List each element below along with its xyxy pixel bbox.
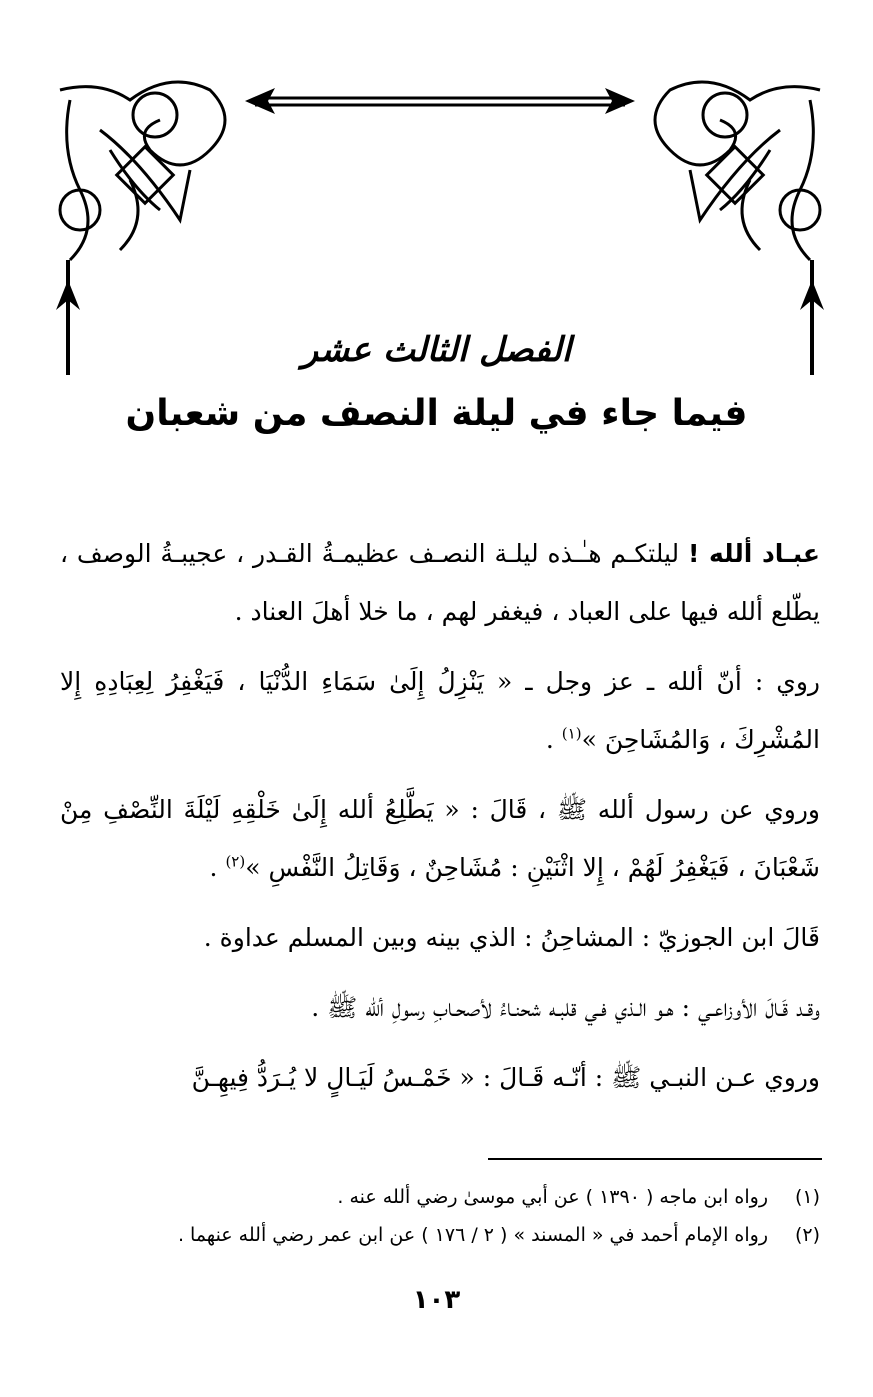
paragraph-tail: . xyxy=(545,725,562,754)
footnote-number: (١) xyxy=(794,1186,820,1208)
footnote-ref: (١) xyxy=(561,724,582,743)
paragraph xyxy=(60,653,820,769)
paragraph xyxy=(60,909,820,967)
paragraph-tail: . xyxy=(209,853,226,882)
chapter-label: الفصل الثالث عشر xyxy=(301,330,572,370)
footnote-number: (٢) xyxy=(794,1224,820,1246)
footnote xyxy=(60,1216,820,1254)
paragraph xyxy=(60,525,820,641)
paragraph xyxy=(60,781,820,897)
paragraph-text: وقـد قَـالَ الأوزاعـي : هـو الـذي فـي قلبـه شحنـاءُ لأصحـابِ رسولِ ألله ﷺ . xyxy=(311,993,820,1022)
footnote-ref: (٢) xyxy=(225,852,246,871)
footnote-divider xyxy=(488,1158,822,1160)
paragraph-lead: عبـاد ألله ! xyxy=(688,539,820,568)
footnotes xyxy=(60,1178,820,1254)
body-text xyxy=(60,525,820,1119)
footnote-text: رواه الإمام أحمد في « المسند » ( ٢ / ١٧٦ ) عن ابن عمر رضي ألله عنهما . xyxy=(177,1224,768,1246)
paragraph xyxy=(60,979,820,1037)
footnote-text: رواه ابن ماجه ( ١٣٩٠ ) عن أبي موسىٰ رضي ألله عنه . xyxy=(337,1186,768,1208)
paragraph-text: ليلتكـم هـٰـذه ليلـة النصـف عظيمـةُ القـدر ، عجيبـةُ الوصف ، يطّلع ألله فيها على العباد ، فيغفر لهم ، ما خلا أهلَ العناد . xyxy=(60,539,820,626)
paragraph-text: وروي عن رسول ألله ﷺ ، قَالَ : « يَطَّلِعُ ألله إِلَىٰ خَلْقِهِ لَيْلَةَ النِّصْفِ مِنْ شَعْبَانَ ، فَيَغْفِرُ لَهُمْ ، إِلا اثْنَيْنِ : مُشَاحِنٌ ، وَقَاتِلُ النَّفْسِ » xyxy=(60,795,820,882)
paragraph-text: قَالَ ابن الجوزيّ : المشاحِنُ : الذي بينه وبين المسلم عداوة . xyxy=(203,923,820,952)
paragraph-text: وروي عـن النبـي ﷺ : أنّـه قَـالَ : « خَمْـسُ لَيَـالٍ لا يُـرَدُّ فِيهِـنَّ xyxy=(191,1063,820,1092)
paragraph-text: روي : أنّ ألله ـ عز وجل ـ « يَنْزِلُ إِلَىٰ سَمَاءِ الدُّنْيَا ، فَيَغْفِرُ لِعِبَادِهِ إِلا المُشْرِكَ ، وَالمُشَاحِنَ » xyxy=(60,667,820,754)
page-title: فيما جاء في ليلة النصف من شعبان xyxy=(125,393,748,434)
page-number: ١٠٣ xyxy=(412,1285,461,1315)
footnote xyxy=(60,1178,820,1216)
paragraph xyxy=(60,1049,820,1107)
